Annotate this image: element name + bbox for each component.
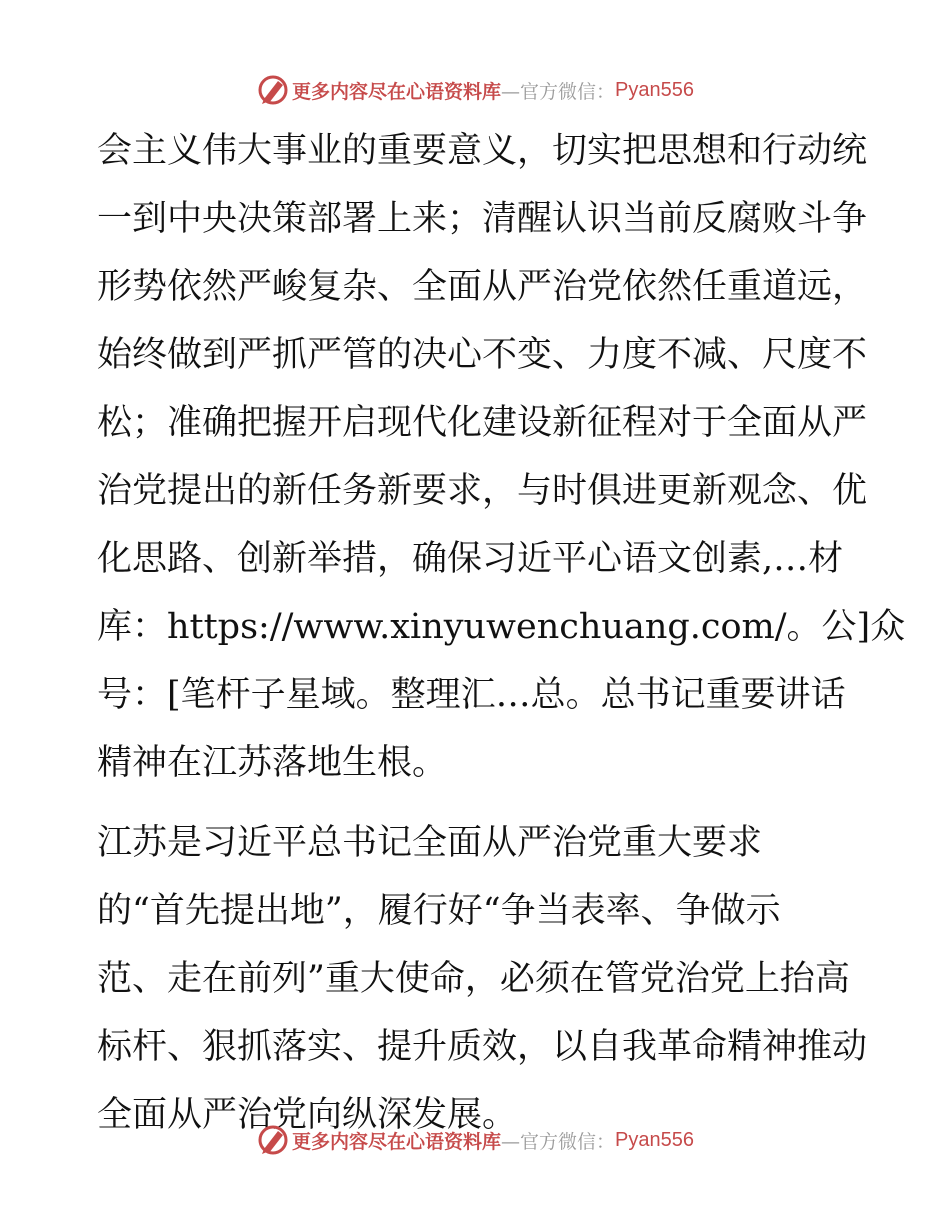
text-line: 松；准确把握开启现代化建设新征程对于全面从严 [97,403,868,443]
text-line: 的“首先提出地”，履行好“争当表率、争做示 [97,891,781,931]
paragraph-1 [97,128,906,808]
footer-watermark-banner [0,1120,950,1160]
banner-official-label: —官方微信： [501,1130,616,1153]
text-line: 全面从严治党向纵深发展。 [97,1095,518,1135]
paragraph-spacer [97,808,857,820]
pen-logo-icon [256,73,290,107]
banner-main-text: 更多内容尽在心语资料库 [292,80,502,103]
pen-logo-icon [256,1123,290,1157]
header-watermark-banner [0,70,950,110]
text-line: 范、走在前列”重大使命，必须在管党治党上抬高 [97,959,850,999]
document-body [97,128,906,1160]
text-line: 会主义伟大事业的重要意义，切实把思想和行动统 [97,131,868,171]
text-line: 始终做到严抓严管的决心不变、力度不减、尺度不 [97,335,868,375]
text-line: 治党提出的新任务新要求，与时俱进更新观念、优 [97,471,868,511]
text-line: 一到中央决策部署上来；清醒认识当前反腐败斗争 [97,199,868,239]
text-line: 标杆、狠抓落实、提升质效，以自我革命精神推动 [97,1027,868,1067]
banner-wechat-id: Pyan556 [615,78,694,101]
text-line: 精神在江苏落地生根。 [97,743,448,783]
banner-main-text: 更多内容尽在心语资料库 [292,1130,502,1153]
text-line: 化思路、创新举措，确保习近平心语文创素,…材 [97,539,844,579]
text-line: 库：https://www.xinyuwenchuang.com/。公]众 [97,607,906,647]
text-line: 形势依然严峻复杂、全面从严治党依然任重道远， [97,267,868,307]
banner-official-label: —官方微信： [501,80,616,103]
banner-wechat-id: Pyan556 [615,1128,694,1151]
text-line: 江苏是习近平总书记全面从严治党重大要求 [97,823,763,863]
text-line: 号：[笔杆子星域。整理汇…总。总书记重要讲话 [97,675,846,715]
paragraph-2 [97,820,868,1160]
